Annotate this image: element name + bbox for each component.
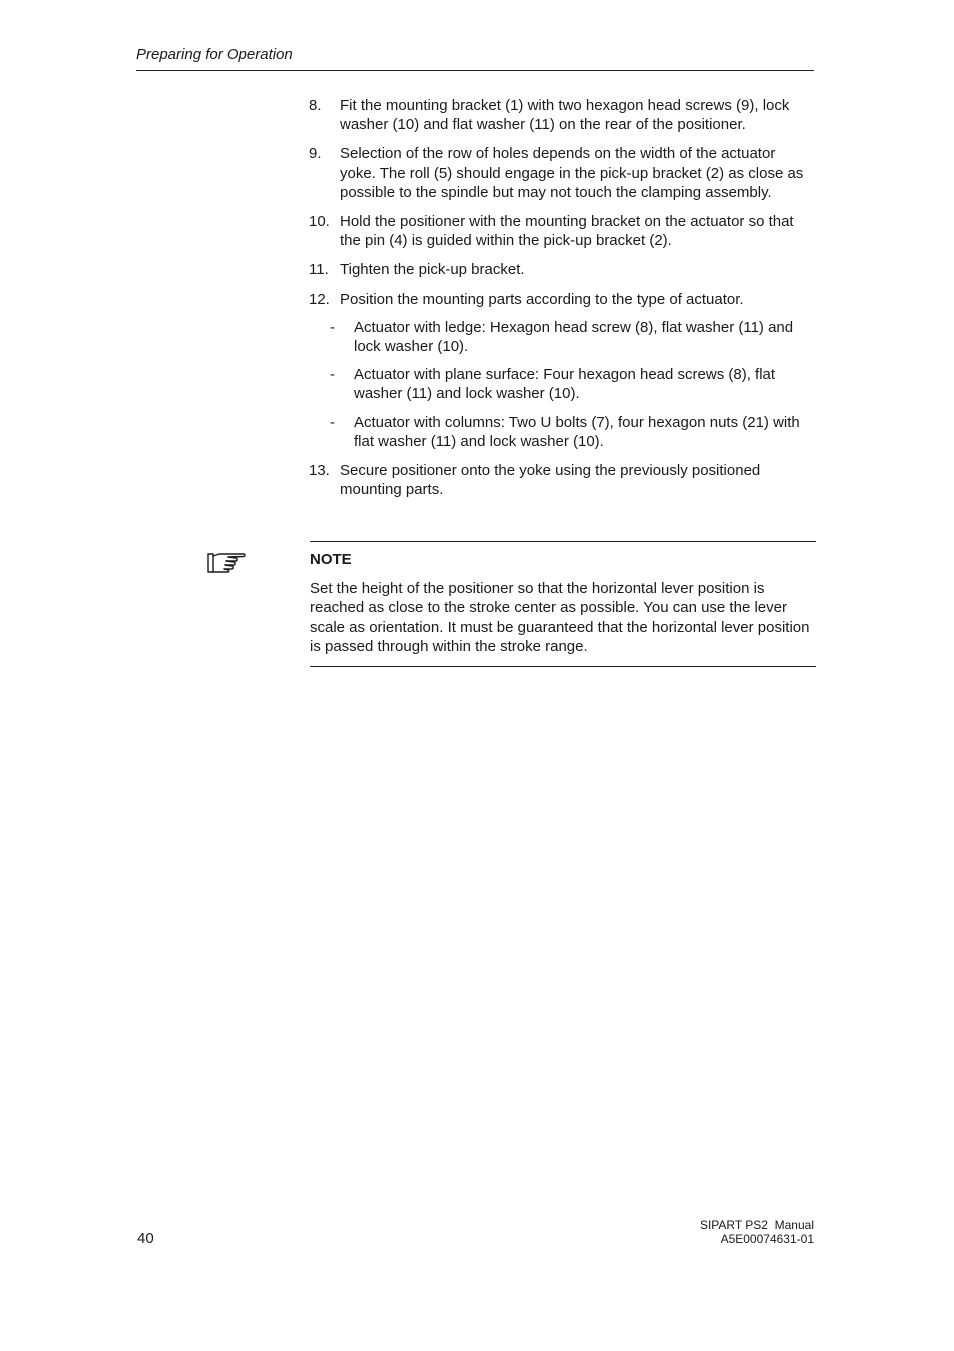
step-item [309,260,814,279]
pointing-hand-icon [206,550,246,574]
sub-item [309,413,814,451]
note-title: NOTE [310,551,352,568]
step-item [309,144,814,202]
step-item [309,290,814,451]
step-number: 13. [309,462,330,480]
step-text: Fit the mounting bracket (1) with two hexagon head screws (9), lock washer (10) and flat washer (11) on the rear of the positioner. [340,97,790,134]
step-item [309,212,814,250]
doc-code: A5E00074631-01 [720,1232,814,1246]
sub-dash: - [330,413,335,431]
manual-title: SIPART PS2 Manual [699,1218,814,1232]
step-text: Position the mounting parts according to the type of actuator. [340,290,744,308]
sub-dash: - [330,318,335,336]
step-item [309,461,814,499]
step-number: 10. [309,213,330,231]
step-text: Selection of the row of holes depends on the width of the actuator yoke. The roll (5) should engage in the pick-up bracket (2) as close as possible to the spindle but may not touch the clamping assembly. [340,145,804,201]
sub-text: Actuator with ledge: Hexagon head screw (8), flat washer (11) and lock washer (10). [354,318,794,356]
header-divider [136,70,814,71]
sub-dash: - [330,366,335,384]
note-text: Set the height of the positioner so that the horizontal lever position is reached as close to the stroke center as possible. You can use the lever scale as orientation. It must be guaranteed that the horizontal lever position is passed through within the stroke range. [310,580,810,655]
page-number: 40 [137,1230,154,1247]
sub-item [309,318,814,356]
sub-text: Actuator with plane surface: Four hexagon head screws (8), flat washer (11) and lock washer (10). [354,366,776,403]
footer-doc-info [700,1218,814,1246]
note-bottom-rule [310,666,816,667]
step-number: 9. [309,145,322,163]
step-text: Hold the positioner with the mounting bracket on the actuator so that the pin (4) is guided within the pick-up bracket (2). [340,213,794,250]
sub-list [309,318,814,451]
procedure-steps [309,96,814,509]
note-top-rule [310,541,816,542]
running-header: Preparing for Operation [136,46,293,63]
step-text: Tighten the pick-up bracket. [340,261,525,279]
step-number: 8. [309,97,322,114]
step-number: 11. [309,261,329,279]
step-number: 12. [309,290,330,308]
sub-text: Actuator with columns: Two U bolts (7), four hexagon nuts (21) with flat washer (11) and lock washer (10). [354,413,800,450]
step-item [309,96,814,134]
step-text: Secure positioner onto the yoke using the previously positioned mounting parts. [340,462,761,499]
sub-item [309,365,814,403]
